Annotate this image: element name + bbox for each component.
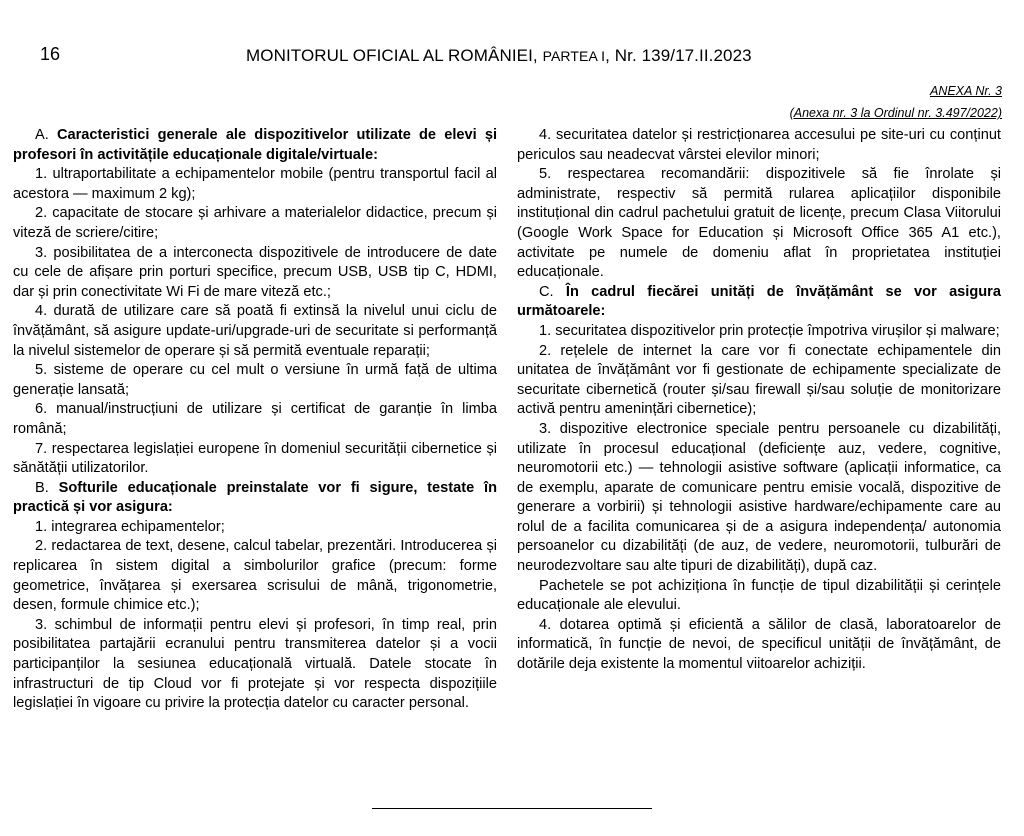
section-a-item-2: 2. capacitate de stocare și arhivare a materialelor didactice, precum și viteză de scriere/citire;	[13, 205, 497, 241]
page-number: 16	[40, 44, 61, 64]
section-b-item-1: 1. integrarea echipamentelor;	[35, 518, 225, 535]
right-column	[517, 126, 1001, 675]
gazette-title: MONITORUL OFICIAL AL ROMÂNIEI,	[246, 46, 543, 65]
gazette-part: PARTEA I	[542, 48, 606, 64]
gazette-header	[246, 46, 752, 66]
section-a-item-4: 4. durată de utilizare care să poată fi extinsă la nivelul unui ciclu de învățământ, să asigure update-uri/upgrade-uri de securitate si performanță la nivelul sistemelor de operare și să permită eventuale reparații;	[13, 303, 497, 359]
section-a-item-7: 7. respectarea legislației europene în domeniul securității cibernetice și sănătății utilizatorilor.	[13, 440, 497, 477]
section-c-label: C.	[539, 283, 566, 300]
section-b-item-4: 4. securitatea datelor și restricționarea accesului pe site-uri cu conținut periculos sau neadecvat vârstei elevilor minori;	[517, 127, 1001, 163]
section-c-item-4: 4. dotarea optimă și eficientă a sălilor de clasă, laboratoarelor de informatică, în funcție de nevoi, de specificul unității de învățământ, de dotările deja existente la momentul viitoarelor achiziții.	[517, 616, 1001, 673]
section-a-heading	[13, 126, 497, 165]
section-b-heading	[13, 479, 497, 518]
section-c-item-2: 2. rețelele de internet la care vor fi conectate echipamentele din unitatea de învățământ vor fi gestionate de echipamente specializate de securitate cibernetică (router și/sau firewall și/sau soluție de monitorizare activă pentru amenințări cibernetice);	[517, 342, 1001, 418]
section-a-label: A.	[35, 127, 57, 143]
gazette-issue: , Nr. 139/17.II.2023	[605, 46, 752, 65]
section-c-heading	[517, 283, 1001, 322]
section-b-label: B.	[35, 479, 59, 496]
section-b-item-2: 2. redactarea de text, desene, calcul tabelar, prezentări. Introducerea și replicarea în sistem digital a simbolurilor grafice (precum: forme geometrice, învățarea și exersarea scrisului de mână, trigonometrie, desen, formule chimice etc.);	[13, 538, 497, 614]
section-c-note: Pachetele se pot achiziționa în funcție de tipul dizabilității și cerințele educaționale ale elevului.	[517, 577, 1001, 614]
section-b-title: Softurile educaționale preinstalate vor fi sigure, testate în practică și vor asigura:	[13, 479, 498, 516]
bottom-divider	[372, 808, 652, 809]
section-a-item-3: 3. posibilitatea de a interconecta dispozitivele de introducere de date cu cele de afișare prin porturi specifice, precum USB, USB tip C, HDMI, dar și prin conectivitate Wi Fi de mare viteză etc.;	[13, 244, 497, 300]
section-a-item-5: 5. sisteme de operare cu cel mult o versiune în urmă față de ultima generație lansată;	[13, 362, 497, 398]
section-c-item-1: 1. securitatea dispozitivelor prin protecție împotriva virușilor și malware;	[539, 322, 1000, 339]
section-b-item-3: 3. schimbul de informații pentru elevi și profesori, în timp real, prin posibilitatea partajării ecranului pentru transmiterea datelor și a vocii participanților la sesiunea educațională virtuală. Datele stocate în infrastructuri de tip Cloud vor fi protejate și vor respecta dispozițiile legislației în vigoare cu privire la protecția datelor cu caracter personal.	[13, 616, 497, 712]
section-a-item-1: 1. ultraportabilitate a echipamentelor mobile (pentru transportul facil al acestora — maximum 2 kg);	[13, 166, 497, 202]
section-a-title: Caracteristici generale ale dispozitivelor utilizate de elevi și profesori în activitățile educaționale digitale/virtuale:	[13, 127, 498, 163]
annex-title: ANEXA Nr. 3	[929, 84, 1002, 98]
annex-heading	[790, 80, 1002, 124]
section-a-item-6: 6. manual/instrucțiuni de utilizare și certificat de garanție în limba română;	[13, 401, 497, 437]
section-c-item-3: 3. dispozitive electronice speciale pentru persoanele cu dizabilități, utilizate în procesul educațional (deficiențe auz, vedere, cognitive, neuromotorii etc.) — tehnologii asistive software (aplicații informatice, ca de exemplu, aparate de comunicare pentru emisie vocală, dispozitive de generare a vorbirii) și tehnologii asistive hardware/echipamente care au rolul de a facilita comunicarea și de a asigura independența/ autonomia persoanelor cu dizabilități (de auz, de vedere, neuromotorii, tulburări de neurodezvoltare sau alte tipuri de dizabilități), după caz.	[517, 420, 1001, 575]
section-c-title: În cadrul fiecărei unități de învățământ se vor asigura următoarele:	[517, 283, 1001, 320]
annex-reference: (Anexa nr. 3 la Ordinul nr. 3.497/2022)	[789, 106, 1002, 120]
section-b-item-5: 5. respectarea recomandării: dispozitivele să fie înrolate și administrate, respectiv să permită rularea aplicațiilor disponibile instituțional din cadrul pachetului gratuit de licențe, precum Clasa Viitorului (Google Work Space for Education și Microsoft Office 365 A1 etc.), activitate pe numele de domeniu aflat în proprietatea instituției educaționale.	[517, 166, 1001, 281]
left-column	[13, 126, 497, 714]
